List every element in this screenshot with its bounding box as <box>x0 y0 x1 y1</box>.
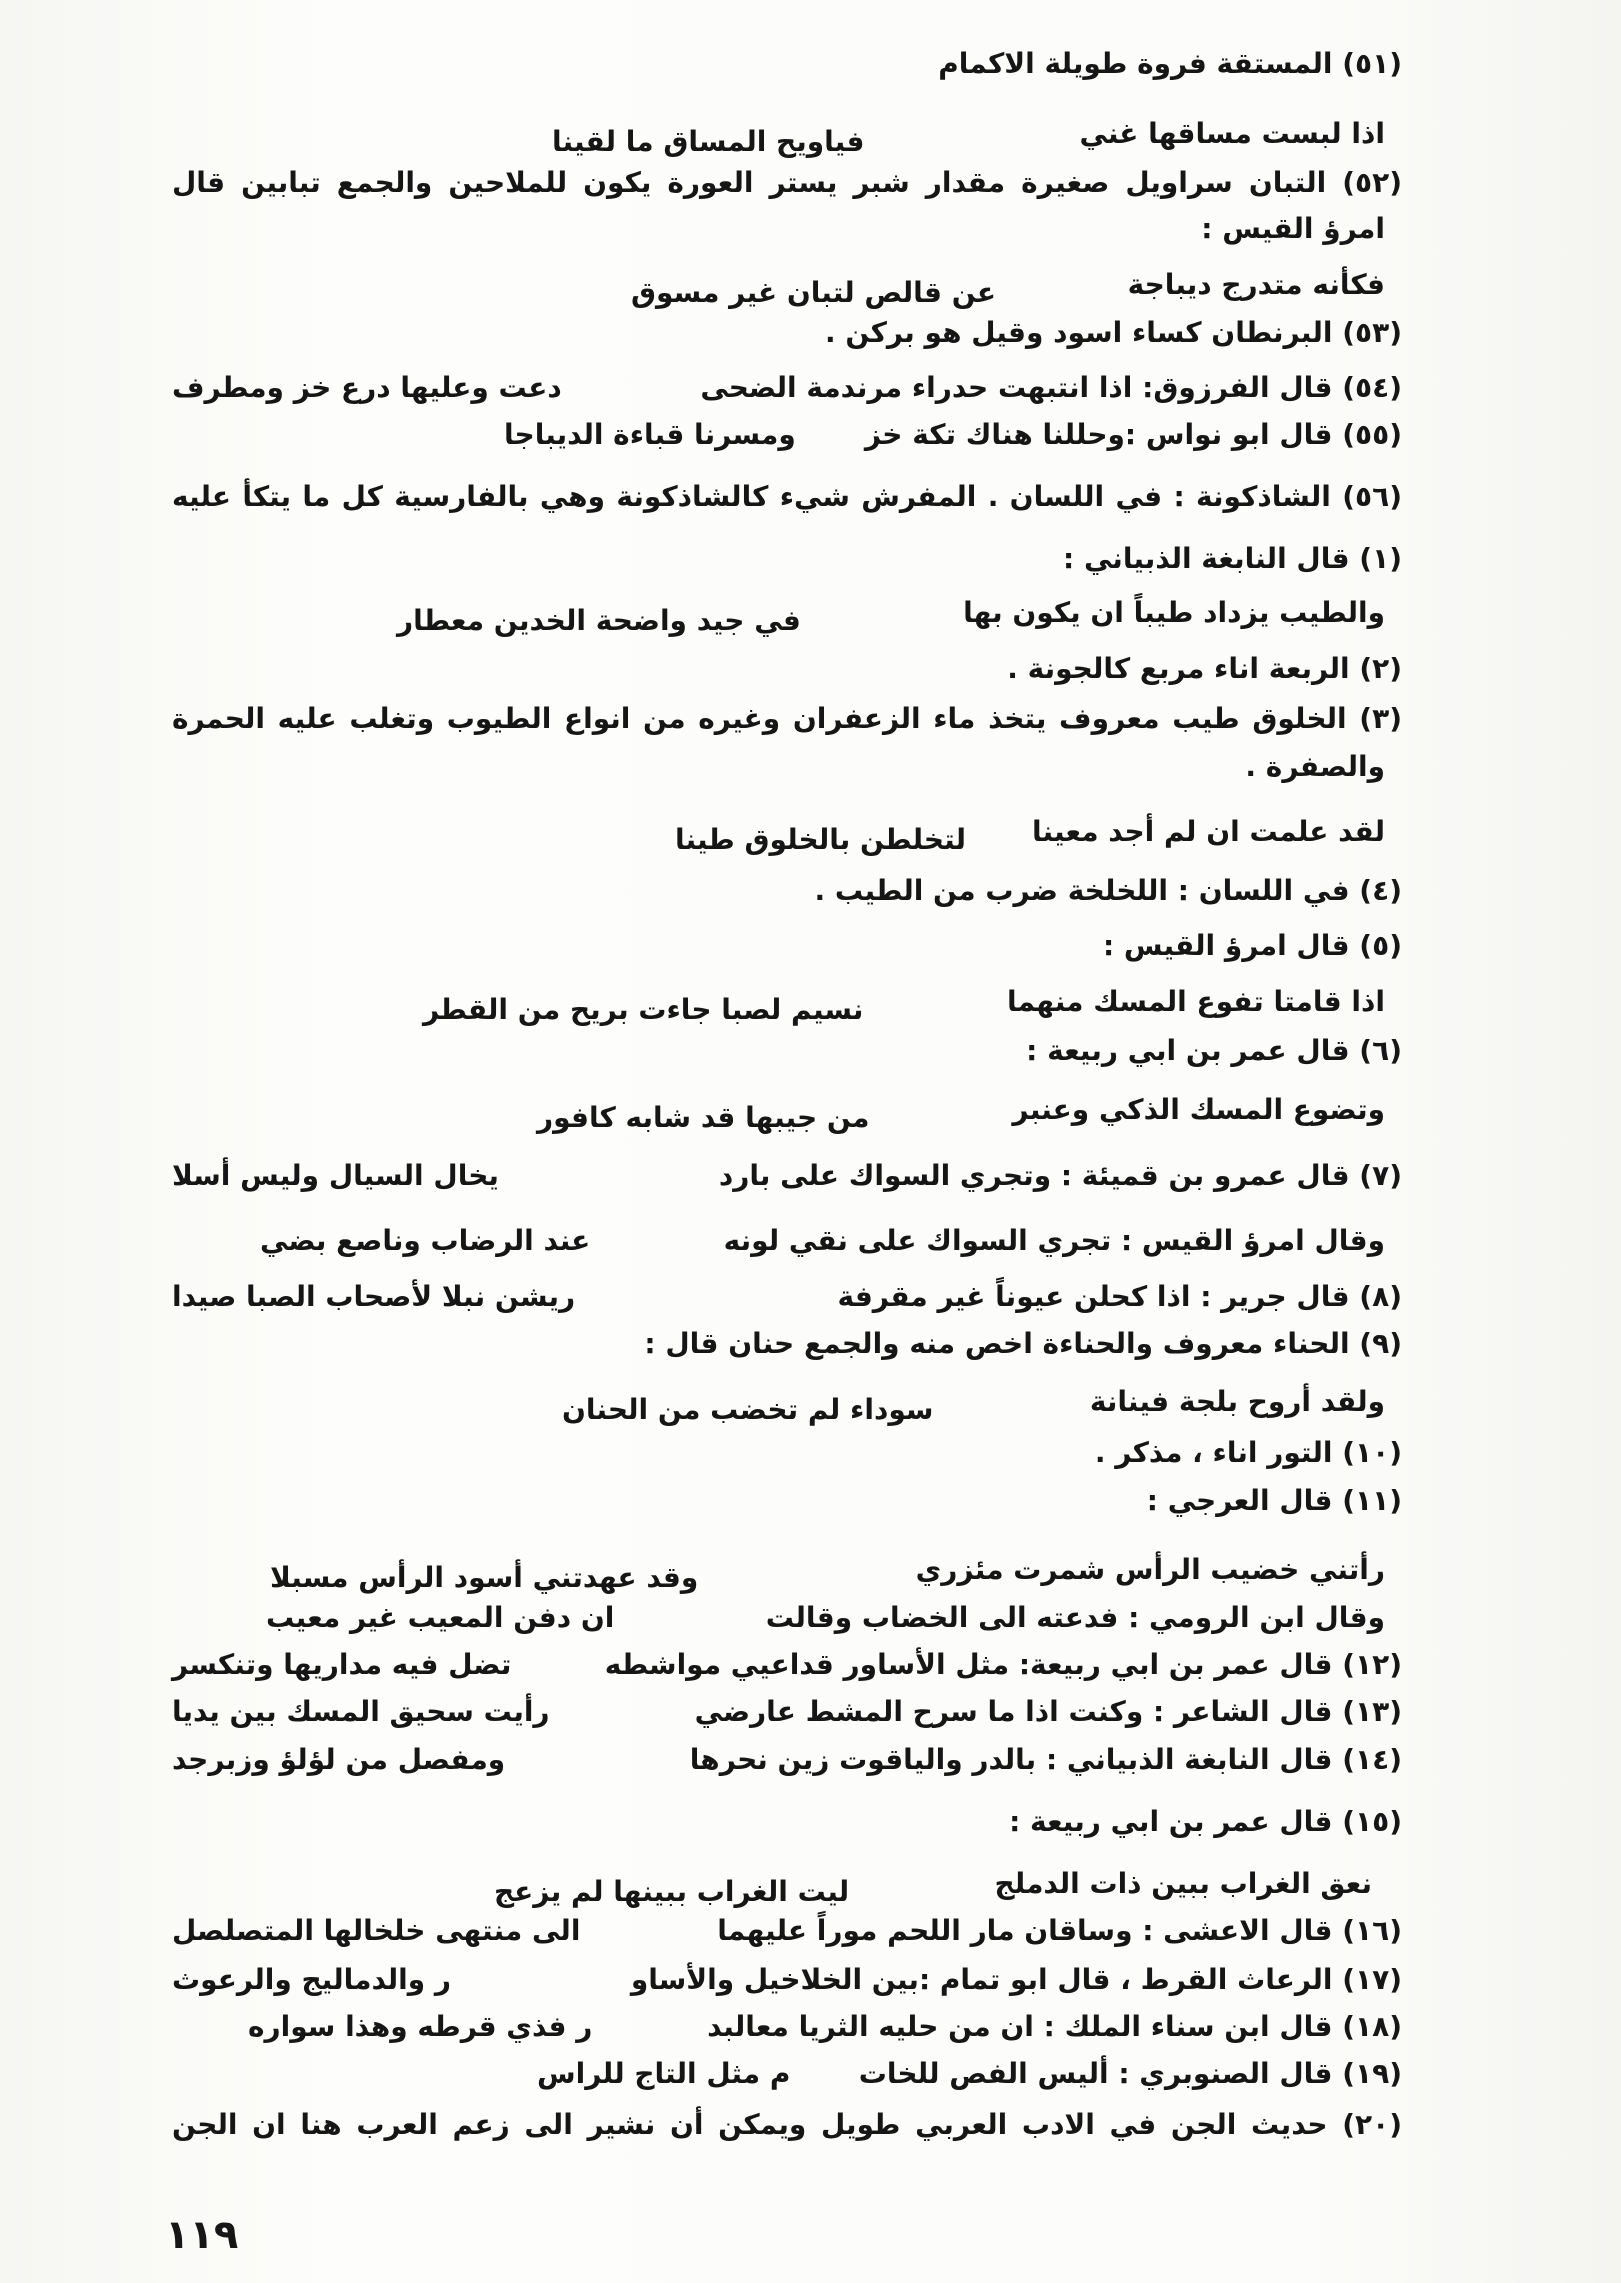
verse-line <box>270 1550 1385 1594</box>
line-text: (٦) قال عمر بن ابي ربيعة : <box>1026 1034 1402 1067</box>
footnote-line <box>644 1324 1402 1364</box>
footnote-line <box>1095 1433 1402 1473</box>
first-hemistich: فكأنه متدرج ديباجة <box>1127 268 1385 301</box>
verse-line <box>397 593 1385 637</box>
second-hemistich: ر والدماليج والرعوث <box>172 1963 452 1996</box>
first-hemistich: (١٧) الرعاث القرط ، قال ابو تمام :بين الخلاخيل والأساو <box>630 1963 1402 1996</box>
footnote-line <box>172 368 1402 408</box>
footnote-line <box>172 699 1402 739</box>
line-text: (٥١) المستقة فروة طويلة الاكمام <box>938 47 1402 80</box>
first-hemistich: نعق الغراب ببين ذات الدملج <box>994 1867 1372 1900</box>
line-text: والصفرة . <box>1245 750 1385 783</box>
footnote-line <box>248 2007 1402 2047</box>
footnote-line <box>537 2054 1402 2094</box>
verse-line <box>537 1090 1385 1134</box>
second-hemistich: رأيت سحيق المسك بين يديا <box>172 1695 550 1728</box>
verse-line <box>631 265 1385 309</box>
second-hemistich: ان دفن المعيب غير معيب <box>266 1601 615 1634</box>
line-text: (٣) الخلوق طيب معروف يتخذ ماء الزعفران وغيره من انواع الطيوب وتغلب عليه الحمرة <box>172 702 1402 735</box>
first-hemistich: (٥٤) قال الفرزوق: اذا انتبهت حدراء مرندمة الضحى <box>700 371 1402 404</box>
second-hemistich: يخال السيال وليس أسلا <box>172 1159 499 1192</box>
footnote-line <box>172 163 1402 203</box>
verse-line <box>552 114 1385 158</box>
first-hemistich: لقد علمت ان لم أجد معينا <box>1032 815 1385 848</box>
line-text: (٥٦) الشاذكونة : في اللسان . المفرش شيء كالشاذكونة وهي بالفارسية كل ما يتكأ عليه <box>172 480 1402 513</box>
footnote-line <box>172 1277 1402 1317</box>
footnote-line <box>938 44 1402 84</box>
first-hemistich: (٥٥) قال ابو نواس :وحللنا هناك تكة خز <box>864 418 1402 451</box>
footnote-line <box>1147 1481 1402 1521</box>
footnote-line <box>1026 1031 1402 1071</box>
second-hemistich: سوداء لم تخضب من الحنان <box>562 1393 934 1426</box>
line-text: امرؤ القيس : <box>1201 212 1385 245</box>
verse-line <box>675 812 1385 856</box>
second-hemistich: عند الرضاب وناصع بضي <box>260 1224 591 1257</box>
footnote-line <box>172 2105 1402 2145</box>
footnote-line <box>1103 926 1402 966</box>
first-hemistich: (١٤) قال النابغة الذبياني : بالدر والياقوت زين نحرها <box>689 1743 1402 1776</box>
footnote-line <box>1009 1802 1402 1842</box>
second-hemistich: عن قالص لتبان غير مسوق <box>631 276 997 309</box>
second-hemistich: م مثل التاج للراس <box>537 2057 791 2090</box>
line-text: (٥٣) البرنطان كساء اسود وقيل هو بركن . <box>824 316 1402 349</box>
second-hemistich: دعت وعليها درع خز ومطرف <box>172 371 562 404</box>
verse-line <box>562 1382 1385 1426</box>
second-hemistich: لتخلطن بالخلوق طينا <box>675 823 967 856</box>
first-hemistich: وتضوع المسك الذكي وعنبر <box>1012 1093 1385 1126</box>
second-hemistich: في جيد واضحة الخدين معطار <box>397 604 801 637</box>
line-text: (٢) الربعة اناء مربع كالجونة . <box>1007 652 1402 685</box>
second-hemistich: وقد عهدتني أسود الرأس مسبلا <box>270 1561 699 1594</box>
second-hemistich: ومفصل من لؤلؤ وزبرجد <box>172 1743 506 1776</box>
line-text: (٤) في اللسان : اللخلخة ضرب من الطيب . <box>814 874 1402 907</box>
first-hemistich: وقال امرؤ القيس : تجري السواك على نقي لونه <box>723 1224 1385 1257</box>
footnote-line <box>1245 747 1385 787</box>
footnote-line <box>260 1221 1385 1261</box>
footnote-line <box>266 1598 1385 1638</box>
footnote-line <box>504 415 1402 455</box>
footnote-line <box>825 313 1402 353</box>
first-hemistich: (٨) قال جرير : اذا كحلن عيوناً غير مقرفة <box>837 1280 1402 1313</box>
page-number: ١١٩ <box>165 2212 239 2258</box>
footnote-line <box>172 1692 1402 1732</box>
footnote-line <box>172 1911 1402 1951</box>
footnote-line <box>1007 649 1402 689</box>
first-hemistich: وقال ابن الرومي : فدعته الى الخضاب وقالت <box>765 1601 1385 1634</box>
first-hemistich: (١٢) قال عمر بن ابي ربيعة: مثل الأساور قداعيي مواشطه <box>604 1648 1402 1681</box>
line-text: (٢٠) حديث الجن في الادب العربي طويل ويمكن أن نشير الى زعم العرب هنا ان الجن <box>172 2108 1402 2141</box>
line-text: (٥) قال امرؤ القيس : <box>1102 929 1402 962</box>
line-text: (١) قال النابغة الذبياني : <box>1063 542 1402 575</box>
footnote-line <box>172 1645 1402 1685</box>
line-text: (١٥) قال عمر بن ابي ربيعة : <box>1009 1805 1402 1838</box>
second-hemistich: ليت الغراب ببينها لم يزعج <box>494 1875 850 1908</box>
second-hemistich: من جيبها قد شابه كافور <box>537 1101 870 1134</box>
footnote-line <box>172 1156 1402 1196</box>
footnote-line <box>172 1960 1402 2000</box>
footnote-line <box>1201 209 1385 249</box>
footnote-line <box>814 871 1402 911</box>
second-hemistich: تضل فيه مداريها وتنكسر <box>172 1648 512 1681</box>
verse-line <box>423 982 1385 1026</box>
footnote-line <box>172 477 1402 517</box>
first-hemistich: (١٨) قال ابن سناء الملك : ان من حليه الثريا معالبد <box>707 2010 1402 2043</box>
first-hemistich: ولقد أروح بلجة فينانة <box>1089 1385 1385 1418</box>
second-hemistich: فياويح المساق ما لقينا <box>552 125 865 158</box>
first-hemistich: (١٦) قال الاعشى : وساقان مار اللحم موراً عليهما <box>717 1914 1402 1947</box>
line-text: (١١) قال العرجي : <box>1146 1484 1402 1517</box>
verse-line <box>494 1864 1372 1908</box>
footnote-line <box>1063 539 1402 579</box>
line-text: (١٠) التور اناء ، مذكر . <box>1094 1436 1402 1469</box>
first-hemistich: اذا لبست مساقها غني <box>1079 117 1385 150</box>
line-text: (٩) الحناء معروف والحناءة اخص منه والجمع حنان قال : <box>644 1327 1402 1360</box>
second-hemistich: ريشن نبلا لأصحاب الصبا صيدا <box>172 1280 576 1313</box>
first-hemistich: (١٩) قال الصنوبري : أليس الفص للخات <box>858 2057 1402 2090</box>
footnote-line <box>172 1740 1402 1780</box>
first-hemistich: (١٣) قال الشاعر : وكنت اذا ما سرح المشط عارضي <box>694 1695 1402 1728</box>
first-hemistich: رأتني خضيب الرأس شمرت مئزري <box>915 1553 1385 1586</box>
first-hemistich: اذا قامتا تفوع المسك منهما <box>1006 985 1385 1018</box>
line-text: (٥٢) التبان سراويل صغيرة مقدار شبر يستر العورة يكون للملاحين والجمع تبابين قال <box>172 166 1402 199</box>
second-hemistich: ر فذي قرطه وهذا سواره <box>248 2010 593 2043</box>
second-hemistich: نسيم لصبا جاءت بريح من القطر <box>423 993 864 1026</box>
second-hemistich: ومسرنا قباءة الديباجا <box>504 418 796 451</box>
first-hemistich: (٧) قال عمرو بن قميئة : وتجري السواك على بارد <box>718 1159 1402 1192</box>
first-hemistich: والطيب يزداد طيباً ان يكون بها <box>963 596 1385 629</box>
second-hemistich: الى منتهى خلخالها المتصلصل <box>172 1914 581 1947</box>
